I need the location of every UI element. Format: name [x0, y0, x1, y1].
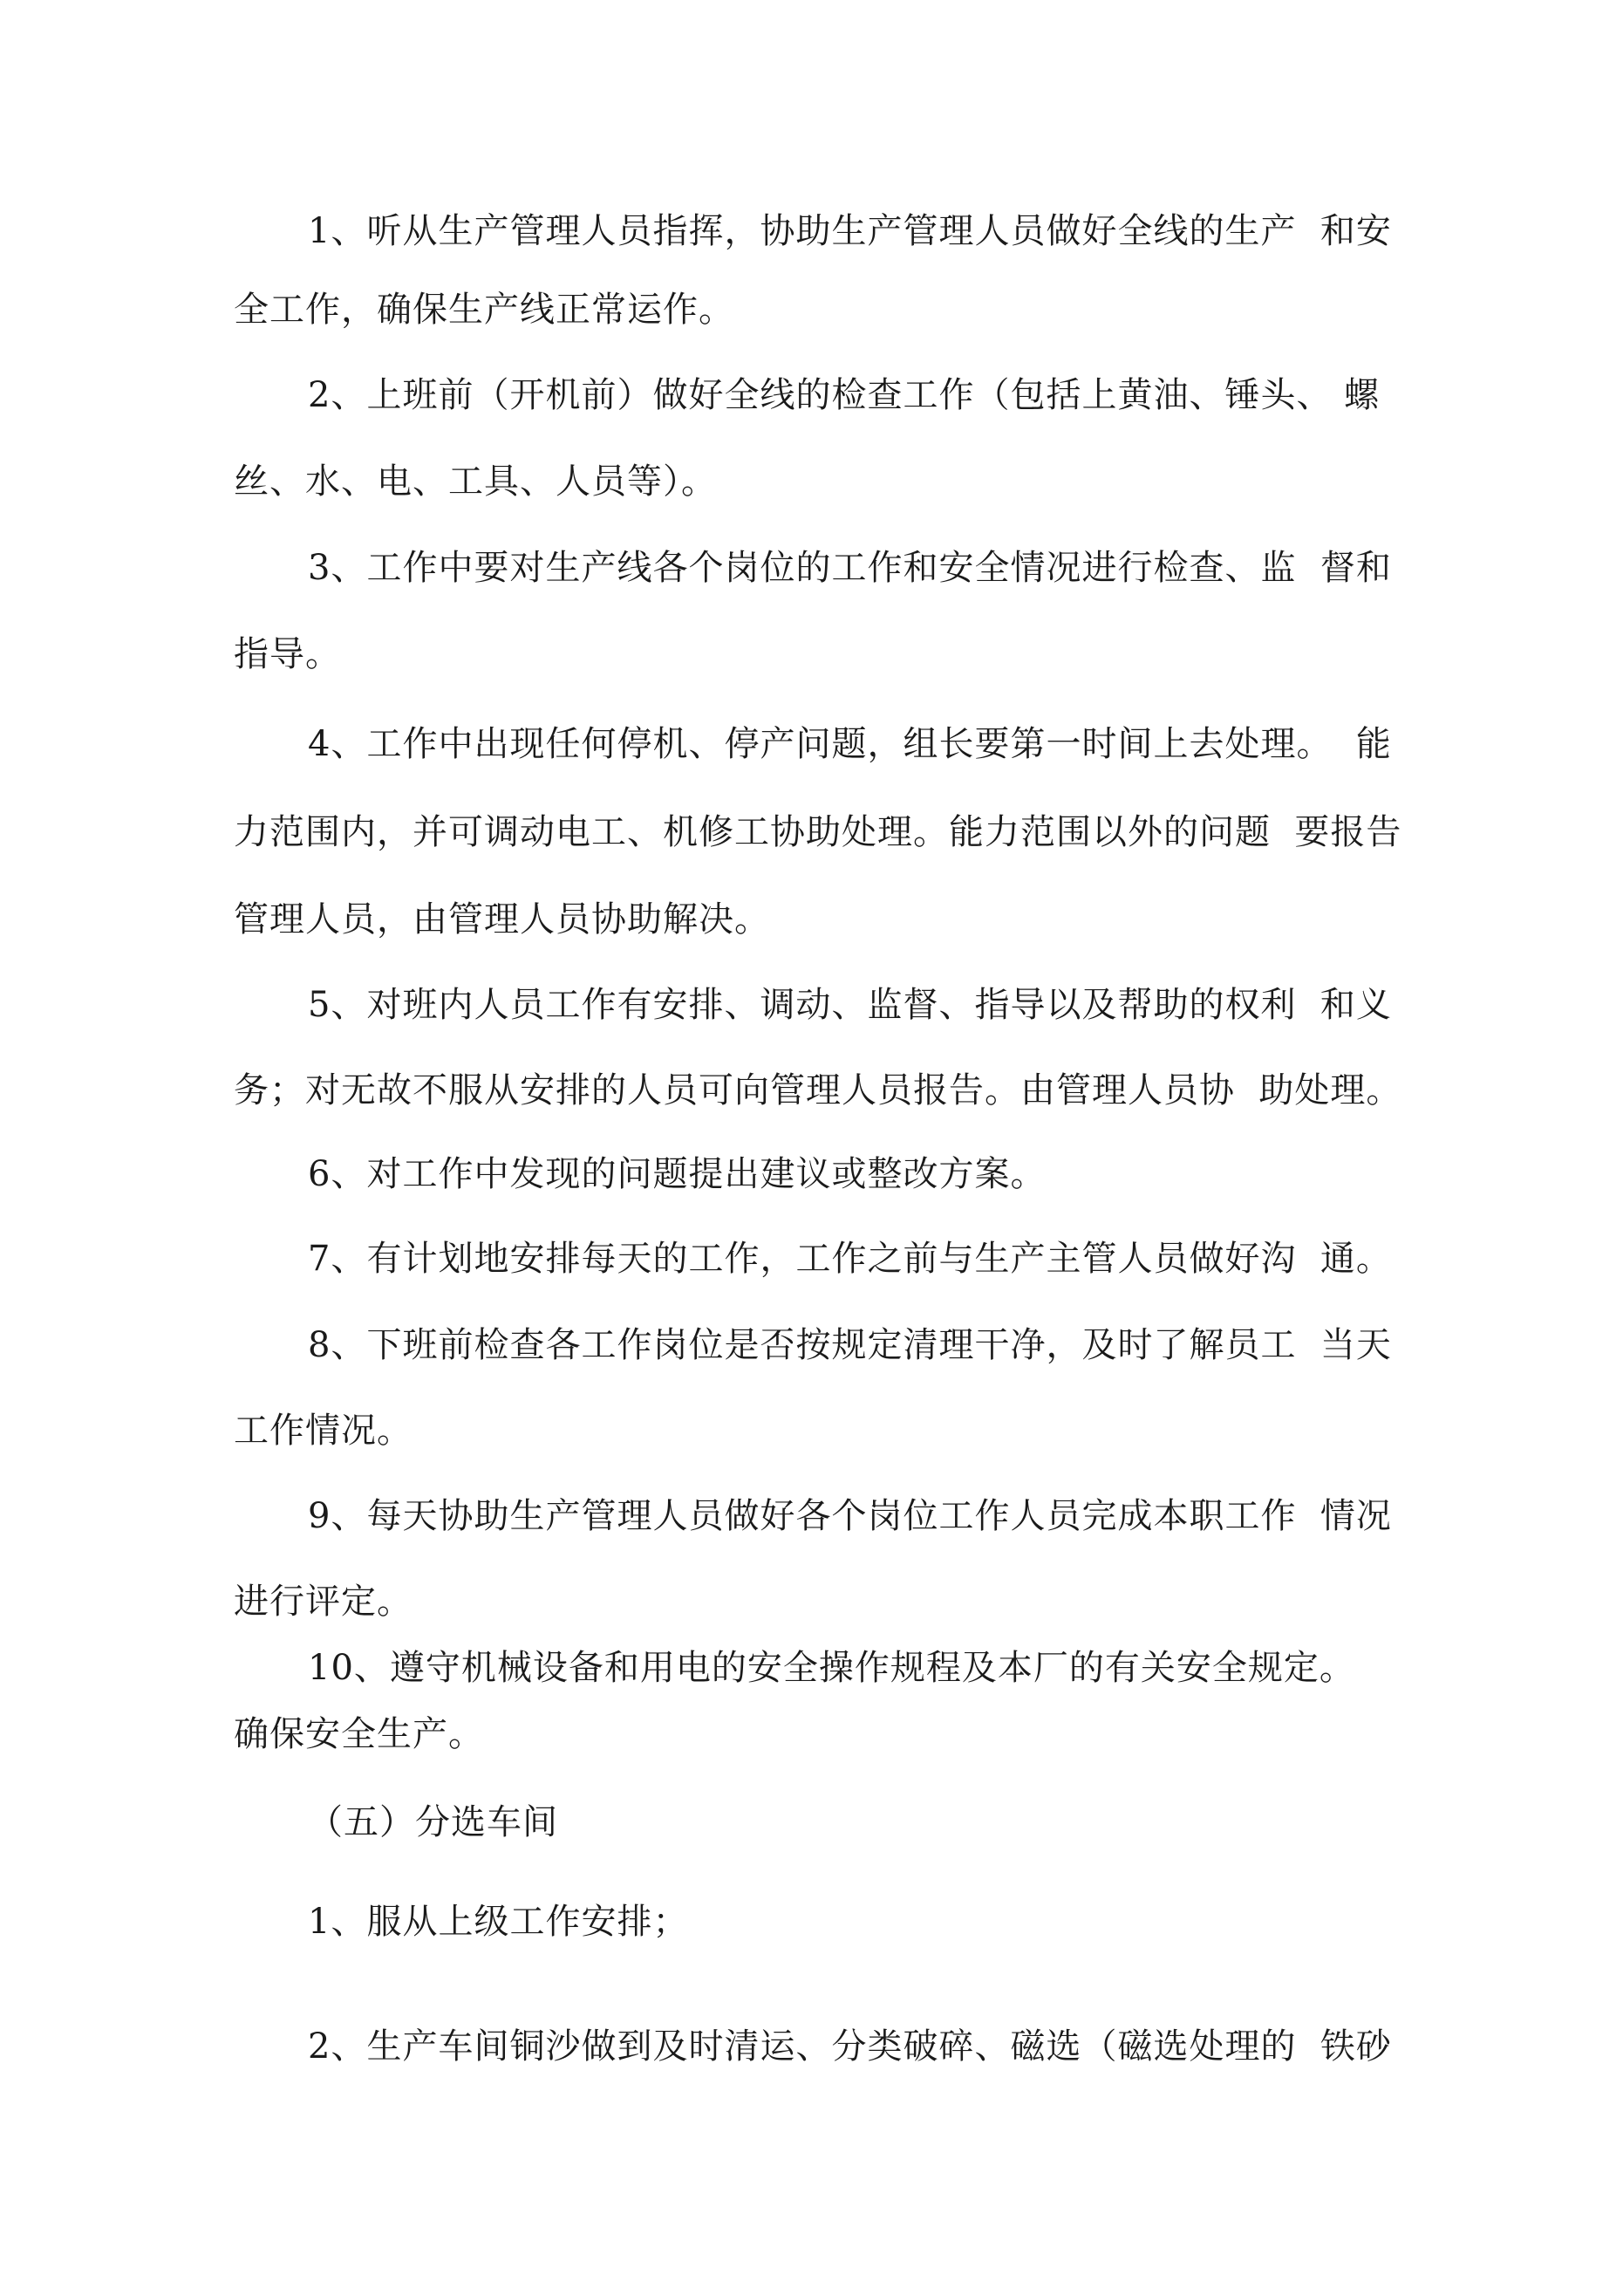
item-7-line-1: 7、有计划地安排每天的工作，工作之前与生产主管人员做好沟 通。: [308, 1239, 1392, 1279]
item-3-line-1: 3、工作中要对生产线各个岗位的工作和安全情况进行检查、监 督和: [308, 548, 1392, 588]
item-6-line-1: 6、对工作中发现的问题提出建议或整改方案。: [308, 1154, 1047, 1194]
item-9-line-1: 9、每天协助生产管理人员做好各个岗位工作人员完成本职工作 情况: [308, 1496, 1392, 1536]
item-10-line-2: 确保安全生产。: [234, 1714, 484, 1754]
item-8-line-2: 工作情况。: [234, 1411, 413, 1451]
item-5-line-2: 务；对无故不服从安排的人员可向管理人员报告。由管理人员协 助处理。: [234, 1070, 1402, 1110]
item-5-line-1: 5、对班内人员工作有安排、调动、监督、指导以及帮助的权利 和义: [308, 985, 1392, 1025]
section-item-2-line-1: 2、生产车间铜沙做到及时清运、分类破碎、磁选（磁选处理的 铁砂: [308, 2026, 1392, 2067]
item-4-line-2: 力范围内，并可调动电工、机修工协助处理。能力范围以外的问题 要报告: [234, 812, 1402, 852]
section-heading: （五）分选车间: [308, 1802, 558, 1842]
item-8-line-1: 8、下班前检查各工作岗位是否按规定清理干净，及时了解员工 当天: [308, 1325, 1392, 1365]
section-item-1-line-1: 1、服从上级工作安排；: [308, 1902, 689, 1942]
item-1-line-1: 1、听从生产管理人员指挥，协助生产管理人员做好全线的生产 和安: [308, 211, 1392, 251]
item-3-line-2: 指导。: [234, 634, 341, 674]
item-2-line-2: 丝、水、电、工具、人员等）。: [234, 461, 717, 502]
item-2-line-1: 2、上班前（开机前）做好全线的检查工作（包括上黄油、锤头、 螺: [308, 375, 1381, 415]
item-9-line-2: 进行评定。: [234, 1582, 413, 1622]
item-1-line-2: 全工作，确保生产线正常运作。: [234, 290, 734, 330]
item-10-line-1: 10、遵守机械设备和用电的安全操作规程及本厂的有关安全规定。: [308, 1648, 1355, 1688]
item-4-line-3: 管理人员，由管理人员协助解决。: [234, 899, 770, 940]
item-4-line-1: 4、工作中出现任何停机、停产问题，组长要第一时间上去处理。 能: [308, 724, 1392, 764]
